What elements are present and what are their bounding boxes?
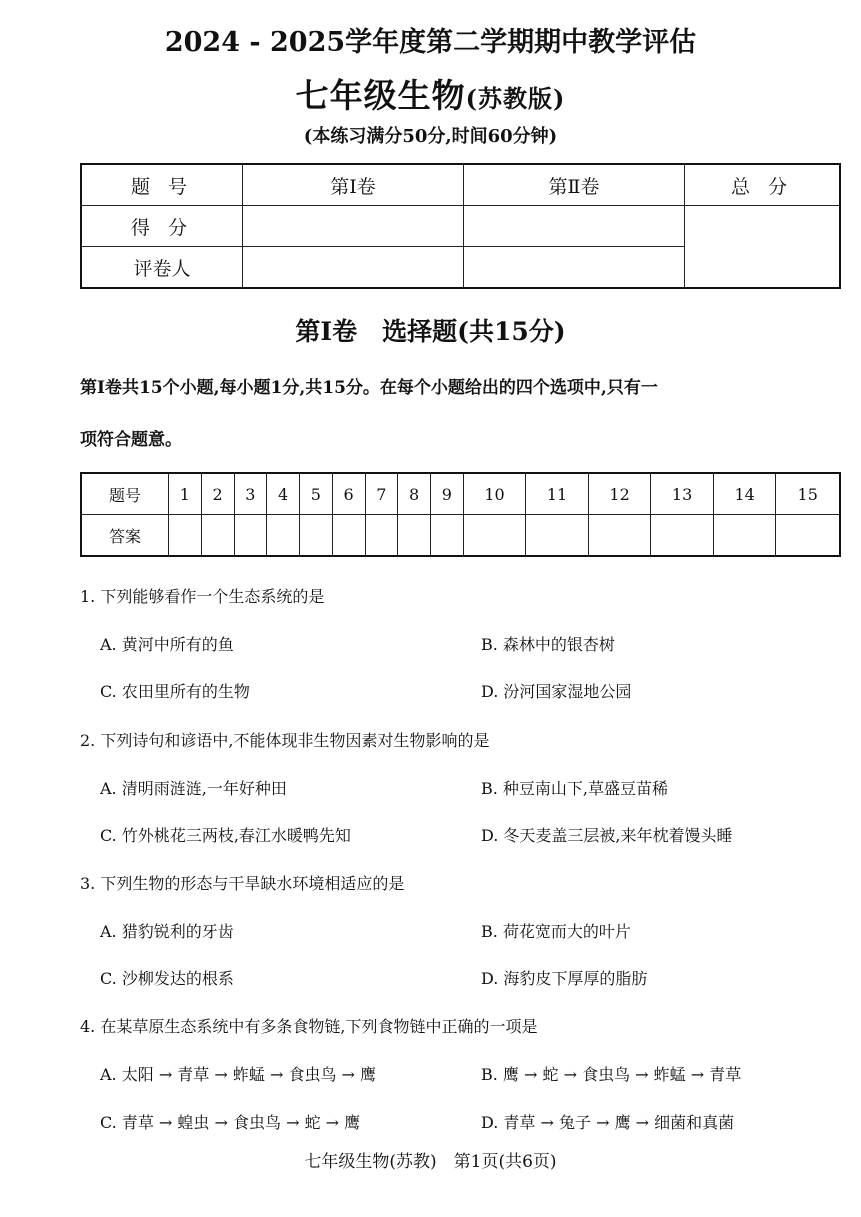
question-stem: 3. 下列生物的形态与干旱缺水环境相适应的是 [80, 874, 405, 893]
score-row-label: 评卷人 [81, 247, 243, 289]
question-number-cell: 3 [234, 473, 267, 515]
score-header-cell: 题 号 [81, 164, 243, 206]
answer-cell[interactable] [398, 515, 431, 557]
question-number-cell: 9 [431, 473, 464, 515]
answer-cell[interactable] [365, 515, 398, 557]
grader-cell[interactable] [243, 247, 464, 289]
answer-cell[interactable] [651, 515, 714, 557]
option-a: A. 猎豹锐利的牙齿 [100, 922, 234, 941]
option-a: A. 清明雨涟涟,一年好种田 [100, 779, 287, 798]
question-number-cell: 6 [332, 473, 365, 515]
question-number-cell: 8 [398, 473, 431, 515]
section-intro-line: 第Ⅰ卷共15个小题,每小题1分,共15分。在每个小题给出的四个选项中,只有一 [80, 378, 658, 398]
option-a: A. 太阳 → 青草 → 蚱蜢 → 食虫鸟 → 鹰 [100, 1065, 377, 1084]
exam-note: (本练习满分50分,时间60分钟) [303, 126, 558, 147]
answer-cell[interactable] [588, 515, 651, 557]
score-header-cell: 第Ⅰ卷 [243, 164, 464, 206]
question-number-cell: 14 [713, 473, 776, 515]
score-header-cell: 第Ⅱ卷 [464, 164, 685, 206]
score-cell[interactable] [243, 206, 464, 247]
answer-cell[interactable] [300, 515, 333, 557]
option-a: A. 黄河中所有的鱼 [100, 635, 234, 654]
answer-row-label: 答案 [81, 515, 169, 557]
option-b: B. 种豆南山下,草盛豆苗稀 [481, 779, 669, 798]
section-title: 第Ⅰ卷 选择题(共15分) [295, 317, 566, 346]
answer-cell[interactable] [201, 515, 234, 557]
question-number-cell: 1 [169, 473, 202, 515]
score-row-label: 得 分 [81, 206, 243, 247]
question-number-cell: 13 [651, 473, 714, 515]
question-stem: 4. 在某草原生态系统中有多条食物链,下列食物链中正确的一项是 [80, 1017, 538, 1036]
option-c: C. 农田里所有的生物 [100, 682, 250, 701]
answer-row [81, 515, 840, 557]
answer-cell[interactable] [332, 515, 365, 557]
exam-title: 2024 - 2025学年度第二学期期中教学评估 [164, 27, 697, 58]
question-number-cell: 5 [300, 473, 333, 515]
answer-cell[interactable] [431, 515, 464, 557]
edition-label: (苏教版) [465, 84, 566, 113]
page-footer: 七年级生物(苏教) 第1页(共6页) [304, 1152, 557, 1172]
answer-row-label: 题号 [81, 473, 169, 515]
option-d: D. 汾河国家湿地公园 [481, 682, 632, 701]
option-c: C. 沙柳发达的根系 [100, 969, 234, 988]
option-b: B. 森林中的银杏树 [481, 635, 615, 654]
score-cell[interactable] [464, 206, 685, 247]
question-number-cell: 4 [267, 473, 300, 515]
answer-table [80, 472, 841, 557]
question-number-cell: 10 [463, 473, 526, 515]
score-table [80, 163, 841, 289]
question-number-cell: 7 [365, 473, 398, 515]
option-b: B. 荷花宽而大的叶片 [481, 922, 631, 941]
answer-cell[interactable] [169, 515, 202, 557]
question-number-cell: 2 [201, 473, 234, 515]
option-d: D. 青草 → 兔子 → 鹰 → 细菌和真菌 [481, 1113, 735, 1132]
option-d: D. 海豹皮下厚厚的脂肪 [481, 969, 648, 988]
answer-cell[interactable] [776, 515, 840, 557]
question-number-cell: 11 [526, 473, 589, 515]
option-b: B. 鹰 → 蛇 → 食虫鸟 → 蚱蜢 → 青草 [481, 1065, 742, 1084]
question-number-cell: 15 [776, 473, 840, 515]
question-stem: 2. 下列诗句和谚语中,不能体现非生物因素对生物影响的是 [80, 731, 490, 750]
total-score-cell[interactable] [685, 206, 841, 289]
subject-title [0, 70, 861, 117]
score-row [81, 206, 840, 247]
section-intro-line: 项符合题意。 [80, 430, 182, 450]
answer-cell[interactable] [526, 515, 589, 557]
grader-cell[interactable] [464, 247, 685, 289]
answer-cell[interactable] [713, 515, 776, 557]
subject-name: 七年级生物 [295, 76, 466, 115]
answer-cell[interactable] [463, 515, 526, 557]
option-d: D. 冬天麦盖三层被,来年枕着馒头睡 [481, 826, 733, 845]
score-header-row [81, 164, 840, 206]
answer-number-row [81, 473, 840, 515]
score-header-cell: 总 分 [685, 164, 841, 206]
question-number-cell: 12 [588, 473, 651, 515]
answer-cell[interactable] [234, 515, 267, 557]
option-c: C. 青草 → 蝗虫 → 食虫鸟 → 蛇 → 鹰 [100, 1113, 361, 1132]
question-stem: 1. 下列能够看作一个生态系统的是 [80, 587, 325, 606]
answer-cell[interactable] [267, 515, 300, 557]
option-c: C. 竹外桃花三两枝,春江水暖鸭先知 [100, 826, 351, 845]
